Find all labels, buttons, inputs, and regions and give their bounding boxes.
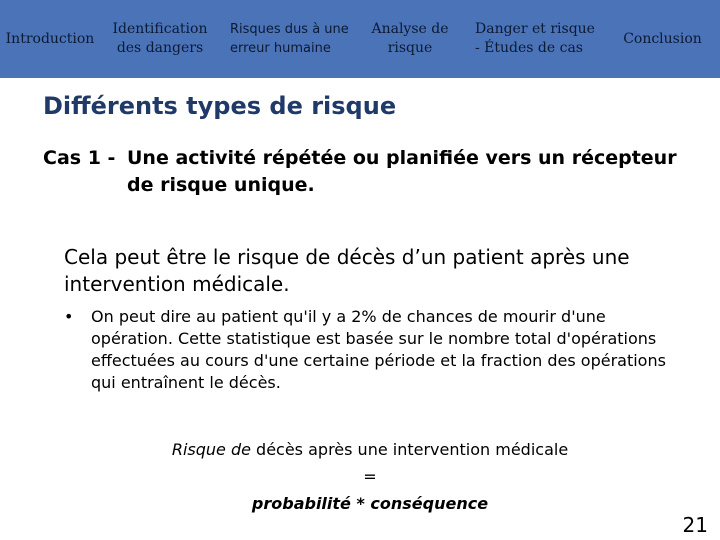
- formula-equals: =: [363, 467, 377, 486]
- nav-item-label: Conclusion: [623, 30, 702, 47]
- case-heading: [43, 145, 693, 199]
- risk-formula: [120, 436, 620, 517]
- case-number: Cas 1 -: [43, 147, 116, 169]
- list-item: [62, 306, 682, 394]
- nav-item-label: [371, 20, 448, 58]
- formula-rest: décès après une intervention médicale: [250, 440, 569, 459]
- bullet-list: [62, 306, 682, 394]
- nav-item-label-line1: Analyse de: [371, 21, 449, 37]
- nav-item-label-line2: risque: [387, 40, 433, 56]
- bullet-icon: •: [64, 307, 74, 326]
- nav-item-label-line2: des dangers: [116, 40, 204, 56]
- formula-line1: [120, 436, 620, 463]
- nav-item-danger-et-risque-etudes-de-cas[interactable]: [465, 0, 605, 78]
- nav-item-label-line2: - Études de cas: [475, 40, 583, 56]
- case-text-line2: de risque unique.: [127, 174, 315, 196]
- nav-item-label: [230, 20, 349, 58]
- nav-item-risques-erreur-humaine[interactable]: [220, 0, 355, 78]
- nav-item-identification-des-dangers[interactable]: [100, 0, 220, 78]
- nav-item-label: [113, 20, 208, 58]
- formula-italic-part: Risque de: [171, 440, 251, 459]
- case-text-line1: Une activité répétée ou planifiée vers un récepteur: [127, 147, 677, 169]
- nav-item-conclusion[interactable]: [605, 0, 720, 78]
- formula-result: probabilité * conséquence: [251, 494, 489, 513]
- nav-item-label-line1: Identification: [112, 21, 208, 37]
- nav-item-label-line2: erreur humaine: [230, 41, 331, 56]
- slide-title: Différents types de risque: [43, 92, 397, 120]
- nav-item-label: Introduction: [5, 30, 95, 47]
- intro-paragraph: Cela peut être le risque de décès d’un patient après une intervention médicale.: [64, 245, 630, 296]
- nav-item-introduction[interactable]: [0, 0, 100, 78]
- nav-item-label: [475, 20, 595, 58]
- bullet-text: On peut dire au patient qu'il y a 2% de chances de mourir d'une opération. Cette statistique est basée sur le nombre total d'opérations effectuées au cours d'une certaine période et la fraction des opérations qui entraînent le décès.: [91, 307, 666, 392]
- nav-item-label-line1: Risques dus à une: [230, 22, 349, 37]
- page-number: 21: [682, 513, 708, 537]
- top-navigation-bar: [0, 0, 720, 78]
- nav-item-analyse-de-risque[interactable]: [355, 0, 465, 78]
- nav-item-label-line1: Danger et risque: [475, 21, 595, 37]
